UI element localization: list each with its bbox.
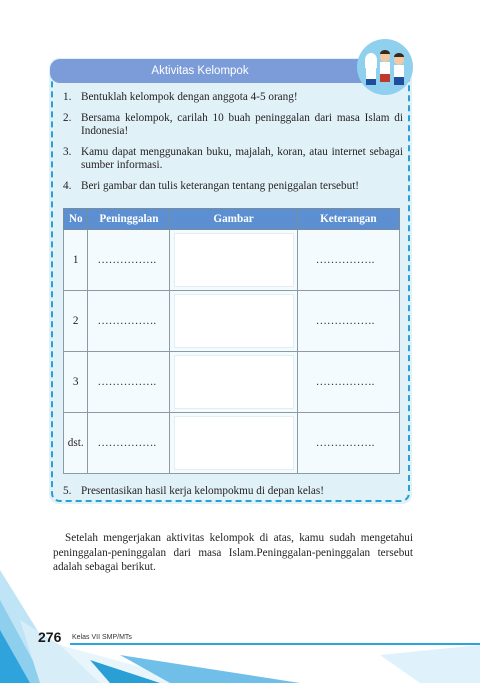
activity-title: Aktivitas Kelompok xyxy=(50,59,390,83)
instruction-list xyxy=(63,91,403,201)
body-paragraph: Setelah mengerjakan aktivitas kelompok di atas, kamu sudah mengetahui peninggalan-peninggalan dari masa Islam.Peninggalan-peninggalan tersebut adalah sebagai berikut. xyxy=(53,532,413,574)
image-cell xyxy=(170,230,297,291)
image-cell xyxy=(170,352,297,413)
page-number: 276 xyxy=(38,629,62,645)
image-placeholder xyxy=(174,233,294,287)
header-peninggalan: Peninggalan xyxy=(88,209,170,230)
header-keterangan: Keterangan xyxy=(297,209,399,230)
header-gambar: Gambar xyxy=(170,209,297,230)
row-number: 2 xyxy=(64,291,88,352)
table-row xyxy=(64,413,400,474)
keterangan-blank: ……………. xyxy=(297,291,399,352)
peninggalan-blank: ……………. xyxy=(88,291,170,352)
image-placeholder xyxy=(174,355,294,409)
row-number: 1 xyxy=(64,230,88,291)
image-cell xyxy=(170,291,297,352)
instruction-item: 3. Kamu dapat menggunakan buku, majalah, koran, atau internet sebagai sumber informasi. xyxy=(63,146,403,171)
peninggalan-blank: ……………. xyxy=(88,413,170,474)
keterangan-blank: ……………. xyxy=(297,352,399,413)
table-row xyxy=(64,291,400,352)
image-placeholder xyxy=(174,416,294,470)
students-illustration xyxy=(356,38,414,96)
keterangan-blank: ……………. xyxy=(297,230,399,291)
image-placeholder xyxy=(174,294,294,348)
peninggalan-blank: ……………. xyxy=(88,352,170,413)
peninggalan-blank: ……………. xyxy=(88,230,170,291)
book-title: Kelas VII SMP/MTs xyxy=(72,634,132,641)
image-cell xyxy=(170,413,297,474)
header-no: No xyxy=(64,209,88,230)
heritage-table xyxy=(63,208,400,474)
table-row xyxy=(64,352,400,413)
instruction-item: 4. Beri gambar dan tulis keterangan tentang peniggalan tersebut! xyxy=(63,180,360,192)
row-number: 3 xyxy=(64,352,88,413)
final-instruction: 5. Presentasikan hasil kerja kelompokmu di depan kelas! xyxy=(63,485,324,497)
table-header-row xyxy=(64,209,400,230)
table-row xyxy=(64,230,400,291)
footer-line xyxy=(70,643,480,645)
instruction-item: 2. Bersama kelompok, carilah 10 buah peninggalan dari masa Islam di Indonesia! xyxy=(63,112,403,137)
keterangan-blank: ……………. xyxy=(297,413,399,474)
instruction-item: 1. Bentuklah kelompok dengan anggota 4-5 orang! xyxy=(63,91,298,103)
footer-decoration xyxy=(0,560,480,683)
row-number: dst. xyxy=(64,413,88,474)
